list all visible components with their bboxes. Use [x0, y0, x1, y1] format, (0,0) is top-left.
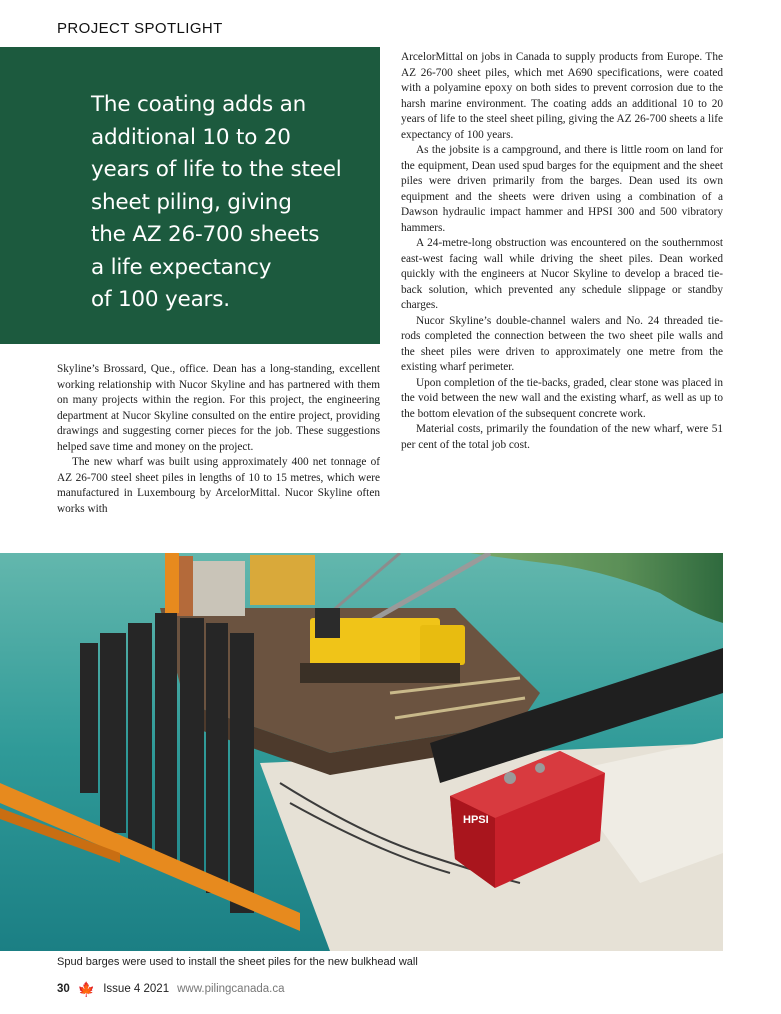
pull-quote-line: a life expectancy [91, 254, 272, 280]
issue-label: Issue 4 2021 [103, 983, 170, 995]
article-paragraph: Upon completion of the tie-backs, graded, clear stone was placed in the void between the new wall and the existing wharf, as well as up to the bottom elevation of the subsequent concrete work. [401, 376, 723, 420]
photo-caption: Spud barges were used to install the sheet piles for the new bulkhead wall [57, 956, 418, 968]
pull-quote-line: years of life to the steel [91, 157, 342, 182]
pull-quote-line: of 100 years. [91, 287, 230, 312]
article-paragraph: Nucor Skyline’s double-channel walers and No. 24 threaded tie-rods completed the connection between the two sheet pile walls and the sheet piles were driven to approximately one metre from the existing wharf perimeter. [401, 314, 723, 373]
page-number: 30 [57, 983, 70, 995]
article-paragraph: The new wharf was built using approximately 400 net tonnage of AZ 26-700 steel sheet piles in lengths of 10 to 15 metres, which were manufactured in Luxembourg by ArcelorMittal. Nucor Skyline often works with [57, 456, 380, 515]
website-link[interactable]: www.pilingcanada.ca [177, 983, 285, 995]
construction-photo [0, 553, 723, 951]
article-column-right [401, 50, 723, 453]
page-footer [57, 980, 285, 998]
pull-quote-line: The coating adds an [91, 92, 306, 117]
article-paragraph: ArcelorMittal on jobs in Canada to supply products from Europe. The AZ 26-700 sheet piles, which met A690 specifications, were coated with a polyamine epoxy on both sides to prevent corrosion due to the harsh marine environment. The coating adds an additional 10 to 20 years of life to the steel sheet piling, giving the AZ 26-700 sheets a life expectancy of 100 years. [401, 51, 723, 141]
article-paragraph: Skyline’s Brossard, Que., office. Dean has a long-standing, excellent working relationship with Nucor Skyline and has partnered with them on many projects within the region. For this project, the engineering department at Nucor Skyline consulted on the entire project, providing drawings and suggesting corner pieces for the job. These suggestions helped save time and money on the project. [57, 363, 380, 453]
pull-quote-line: additional 10 to 20 [91, 124, 291, 150]
pull-quote-line: sheet piling, giving [91, 189, 292, 215]
maple-leaf-icon: 🍁 [77, 981, 96, 997]
article-paragraph: Material costs, primarily the foundation of the new wharf, were 51 per cent of the total job cost. [401, 423, 723, 451]
pull-quote-line: the AZ 26-700 sheets [91, 222, 320, 247]
article-paragraph: A 24-metre-long obstruction was encountered on the southernmost east-west facing wall while driving the sheet piles. Dean worked quickly with the engineers at Nucor Skyline to develop a braced tie-back solution, which prevented any schedule slippage or standby charges. [401, 237, 723, 311]
article-paragraph: As the jobsite is a campground, and there is little room on land for the equipment, Dean used spud barges for the equipment and the sheet piles were driven primarily from the barges. Dean used its own equipment and the sheets were driven using a combination of a Dawson hydraulic impact hammer and HPSI 300 and 500 vibratory hammers. [401, 144, 723, 234]
article-column-left [57, 362, 380, 517]
pull-quote [91, 89, 361, 317]
generator-brand-label: HPSI [463, 814, 489, 826]
section-label: PROJECT SPOTLIGHT [57, 20, 223, 37]
